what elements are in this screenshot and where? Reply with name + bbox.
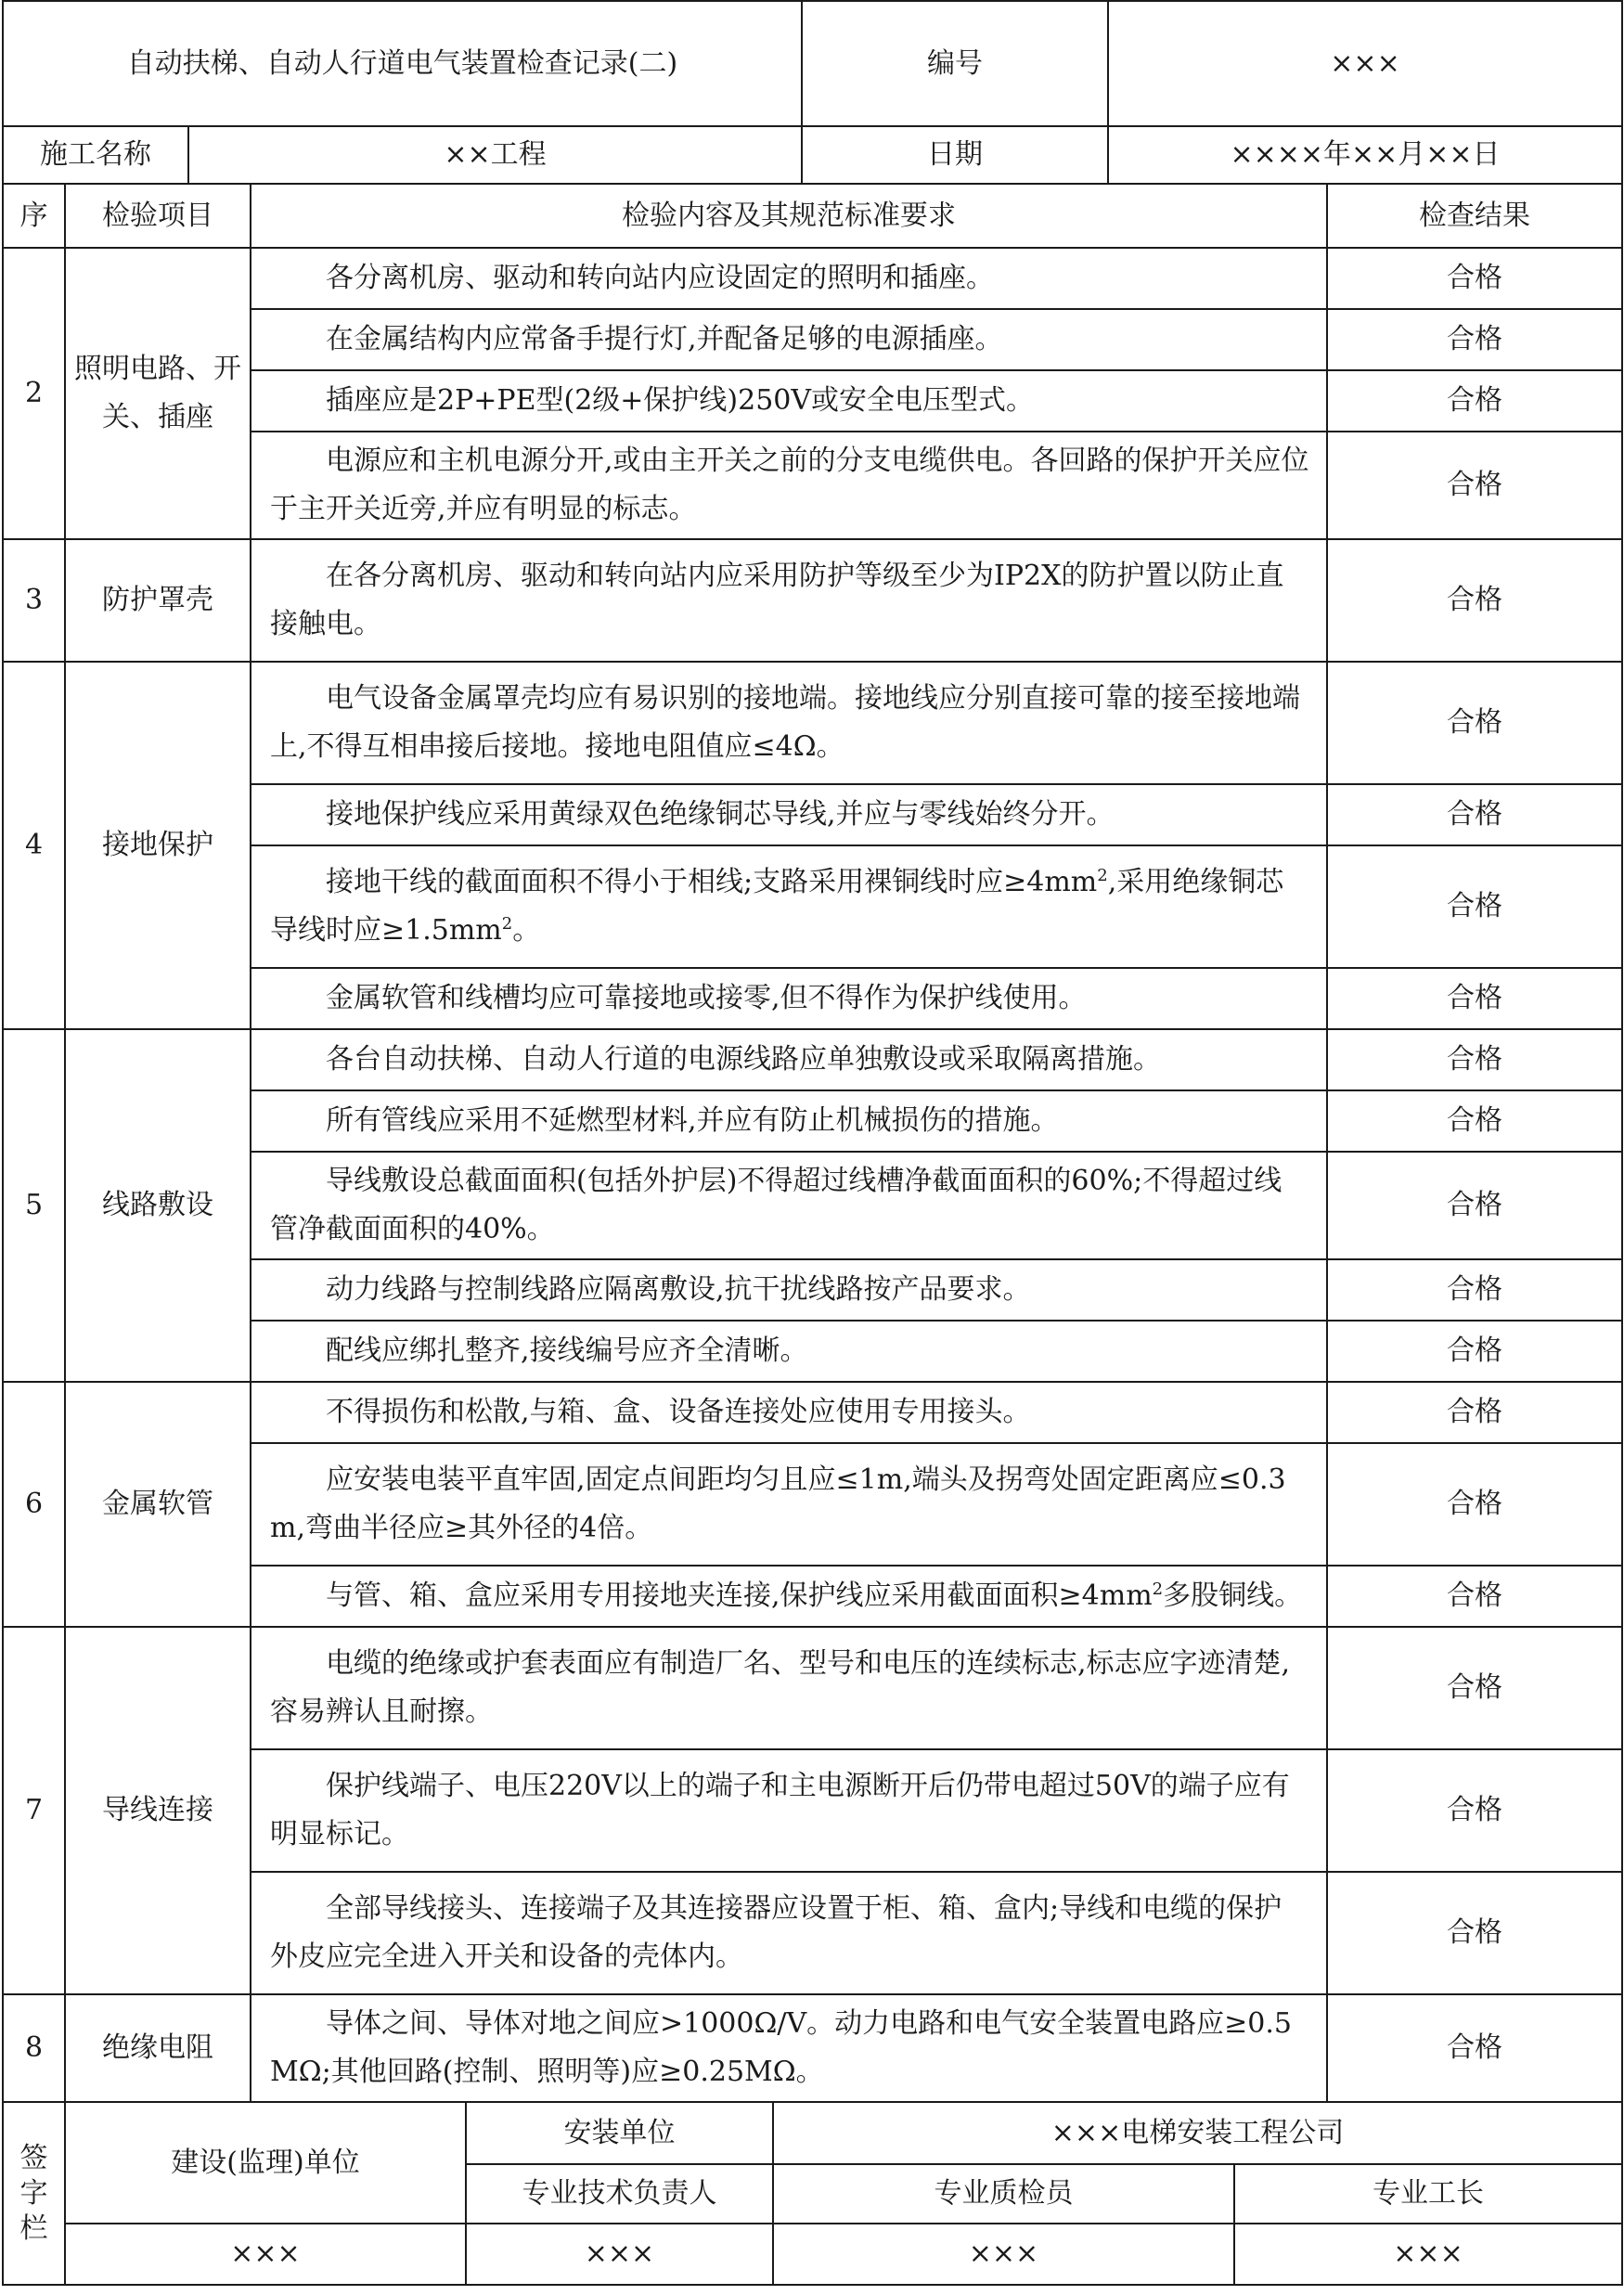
install-label: 安装单位 [466,2103,773,2164]
item-cell: 金属软管 [65,1382,251,1627]
result-cell: 合格 [1327,1566,1622,1627]
tech-lead-signature: ××× [466,2224,773,2285]
requirement-cell: 各台自动扶梯、自动人行道的电源线路应单独敷设或采取隔离措施。 [251,1029,1327,1090]
superscript: 2 [1097,866,1108,885]
requirement-cell: 接地保护线应采用黄绿双色绝缘铜芯导线,并应与零线始终分开。 [251,784,1327,845]
text-segment: 接地干线的截面面积不得小于相线;支路采用裸铜线时应≥4mm [326,866,1098,898]
requirement-cell: 全部导线接头、连接端子及其连接器应设置于柜、箱、盒内;导线和电缆的保护外皮应完全进入开关和设备的壳体内。 [251,1872,1327,1994]
result-cell: 合格 [1327,845,1622,968]
owner-signature: ××× [65,2224,466,2285]
number-value: ××× [1108,1,1622,126]
column-header-row [3,185,1622,248]
requirement-cell: 金属软管和线槽均应可靠接地或接零,但不得作为保护线使用。 [251,968,1327,1029]
result-cell: 合格 [1327,539,1622,662]
text-segment: 多股铜线。 [1163,1579,1303,1612]
tech-lead-label: 专业技术负责人 [466,2164,773,2224]
superscript: 2 [1152,1579,1164,1599]
document-title: 自动扶梯、自动人行道电气装置检查记录(二) [3,1,802,126]
seq-cell: 5 [3,1029,65,1382]
text-segment: 。 [512,914,541,947]
result-cell: 合格 [1327,1029,1622,1090]
requirement-cell [251,845,1327,968]
result-cell: 合格 [1327,1259,1622,1321]
table-row [3,248,1622,309]
result-cell: 合格 [1327,248,1622,309]
result-cell: 合格 [1327,1872,1622,1994]
result-cell: 合格 [1327,968,1622,1029]
table-row [3,1994,1622,2102]
item-cell: 线路敷设 [65,1029,251,1382]
col-result: 检查结果 [1327,185,1622,248]
signature-table [2,2103,1623,2286]
col-seq: 序 [3,185,65,248]
col-content: 检验内容及其规范标准要求 [251,185,1327,248]
number-label: 编号 [802,1,1108,126]
owner-label: 建设(监理)单位 [65,2103,466,2224]
requirement-cell: 动力线路与控制线路应隔离敷设,抗干扰线路按产品要求。 [251,1259,1327,1321]
superscript: 2 [501,914,513,934]
requirement-cell: 导体之间、导体对地之间应>1000Ω/V。动力电路和电气安全装置电路应≥0.5MΩ;其他回路(控制、照明等)应≥0.25MΩ。 [251,1994,1327,2102]
result-cell: 合格 [1327,370,1622,432]
requirement-cell: 在各分离机房、驱动和转向站内应采用防护等级至少为IP2X的防护置以防止直接触电。 [251,539,1327,662]
table-row [3,1627,1622,1749]
requirement-cell: 保护线端子、电压220V以上的端子和主电源断开后仍带电超过50V的端子应有明显标记。 [251,1749,1327,1872]
requirement-cell: 导线敷设总截面面积(包括外护层)不得超过线槽净截面面积的60%;不得超过线管净截面面积的40%。 [251,1152,1327,1259]
result-cell: 合格 [1327,432,1622,539]
requirement-cell: 插座应是2P+PE型(2级+保护线)250V或安全电压型式。 [251,370,1327,432]
seq-cell: 3 [3,539,65,662]
seq-cell: 6 [3,1382,65,1627]
table-row [3,539,1622,662]
col-item: 检验项目 [65,185,251,248]
install-company: ×××电梯安装工程公司 [773,2103,1622,2164]
inspection-table [2,185,1623,2103]
date-label: 日期 [802,126,1108,184]
text-segment: ,采用绝缘铜芯导线时应≥1.5mm [270,866,1284,947]
header-table [2,0,1623,185]
requirement-cell: 不得损伤和松散,与箱、盒、设备连接处应使用专用接头。 [251,1382,1327,1443]
item-cell: 接地保护 [65,662,251,1029]
requirement-cell: 配线应绑扎整齐,接线编号应齐全清晰。 [251,1321,1327,1382]
result-cell: 合格 [1327,309,1622,370]
requirement-cell [251,1566,1327,1627]
result-cell: 合格 [1327,662,1622,784]
seq-cell: 7 [3,1627,65,1994]
text-segment: 与管、箱、盒应采用专用接地夹连接,保护线应采用截面面积≥4mm [326,1579,1153,1612]
qc-signature: ××× [773,2224,1234,2285]
requirement-cell: 各分离机房、驱动和转向站内应设固定的照明和插座。 [251,248,1327,309]
inspection-record [2,0,1621,2286]
result-cell: 合格 [1327,1090,1622,1152]
seq-cell: 8 [3,1994,65,2102]
seq-cell: 4 [3,662,65,1029]
result-cell: 合格 [1327,1382,1622,1443]
table-row [3,1029,1622,1090]
requirement-cell: 电气设备金属罩壳均应有易识别的接地端。接地线应分别直接可靠的接至接地端上,不得互相串接后接地。接地电阻值应≤4Ω。 [251,662,1327,784]
result-cell: 合格 [1327,1994,1622,2102]
result-cell: 合格 [1327,1627,1622,1749]
project-value: ××工程 [188,126,802,184]
requirement-cell: 所有管线应采用不延燃型材料,并应有防止机械损伤的措施。 [251,1090,1327,1152]
item-cell: 防护罩壳 [65,539,251,662]
result-cell: 合格 [1327,1321,1622,1382]
table-row [3,1382,1622,1443]
item-cell: 导线连接 [65,1627,251,1994]
result-cell: 合格 [1327,1152,1622,1259]
table-row [3,662,1622,784]
signature-label: 签 字 栏 [3,2103,65,2285]
item-cell: 绝缘电阻 [65,1994,251,2102]
requirement-cell: 在金属结构内应常备手提行灯,并配备足够的电源插座。 [251,309,1327,370]
qc-label: 专业质检员 [773,2164,1234,2224]
result-cell: 合格 [1327,784,1622,845]
seq-cell: 2 [3,248,65,539]
foreman-signature: ××× [1234,2224,1622,2285]
foreman-label: 专业工长 [1234,2164,1622,2224]
requirement-cell: 电缆的绝缘或护套表面应有制造厂名、型号和电压的连续标志,标志应字迹清楚,容易辨认且耐擦。 [251,1627,1327,1749]
project-label: 施工名称 [3,126,188,184]
item-cell: 照明电路、开关、插座 [65,248,251,539]
result-cell: 合格 [1327,1443,1622,1566]
date-value: ××××年××月××日 [1108,126,1622,184]
requirement-cell: 电源应和主机电源分开,或由主开关之前的分支电缆供电。各回路的保护开关应位于主开关近旁,并应有明显的标志。 [251,432,1327,539]
requirement-cell: 应安装电装平直牢固,固定点间距均匀且应≤1m,端头及拐弯处固定距离应≤0.3m,弯曲半径应≥其外径的4倍。 [251,1443,1327,1566]
result-cell: 合格 [1327,1749,1622,1872]
